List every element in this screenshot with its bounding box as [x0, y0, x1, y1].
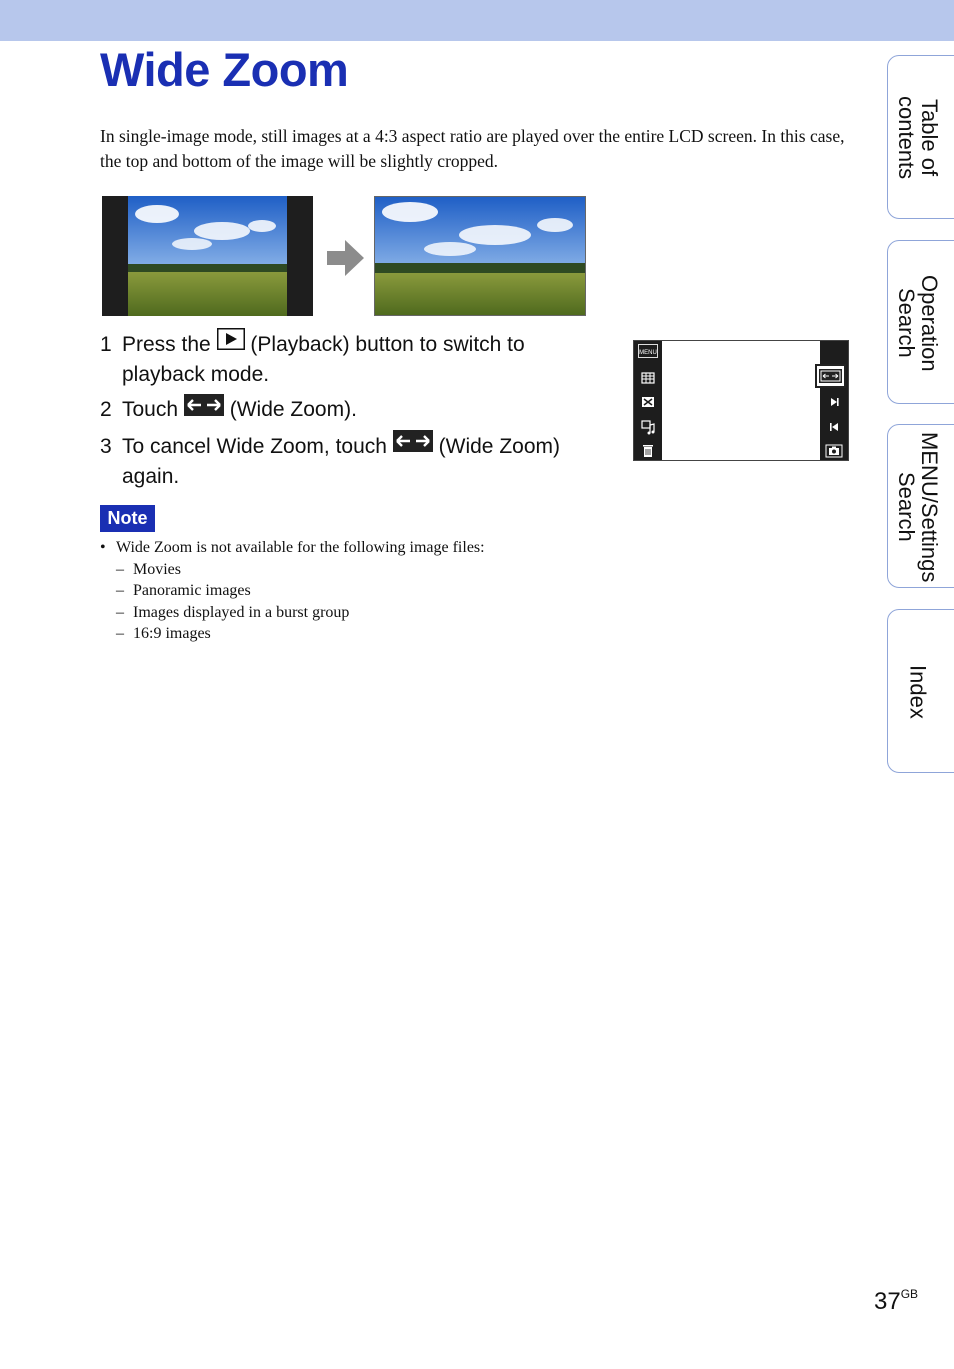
menu-icon [638, 344, 658, 360]
note-bullet: • Wide Zoom is not available for the following image files: [100, 539, 485, 556]
steps-list [100, 330, 610, 497]
note-item: – Images displayed in a burst group [116, 603, 350, 621]
previous-image-icon [824, 419, 844, 435]
step-1 [100, 330, 610, 389]
step-text: Press the [122, 333, 211, 356]
note-bullet-text: Wide Zoom is not available for the following image files: [116, 539, 485, 556]
page-number [874, 1288, 918, 1316]
note-item: – Movies [116, 560, 181, 578]
tab-operation-search[interactable] [887, 240, 954, 404]
music-slideshow-icon [638, 419, 658, 435]
lcd-left-panel [634, 341, 662, 460]
step-3 [100, 432, 610, 491]
wide-zoom-icon [393, 430, 433, 460]
lcd-right-panel [820, 341, 848, 460]
index-icon [638, 370, 658, 386]
tab-label: Index [905, 665, 931, 719]
step-text: (Wide Zoom). [229, 398, 357, 422]
page-number-suffix: GB [900, 1287, 919, 1301]
note-item-text: Panoramic images [133, 582, 251, 599]
note-item-text: Movies [133, 560, 181, 578]
note-item: – 16:9 images [116, 625, 211, 642]
step-text: (Wide Zoom) again. [122, 434, 560, 489]
step-text: To cancel Wide Zoom, touch [122, 434, 387, 458]
tab-label: Table of contents [894, 96, 942, 180]
delete-icon [638, 443, 658, 459]
arrow-right-icon [327, 240, 365, 276]
step-2 [100, 395, 610, 425]
header-band [0, 0, 954, 41]
note-item: – Panoramic images [116, 582, 251, 599]
slideshow-icon [638, 394, 658, 410]
step-number: 3 [100, 434, 112, 458]
menu-label: MENU [639, 350, 657, 356]
page-number-value: 37 [874, 1288, 901, 1315]
intro-paragraph: In single-image mode, still images at a 4:3 aspect ratio are played over the entire LCD screen. In this case, the top and bottom of the image will be slightly cropped. [100, 126, 845, 171]
photo-after-wide-zoom [374, 196, 586, 316]
tab-label: MENU/Settings Search [894, 431, 942, 583]
tab-label: Operation Search [894, 274, 942, 372]
page-title: Wide Zoom [100, 43, 349, 96]
note-badge: Note [100, 505, 155, 532]
playback-icon [217, 328, 245, 358]
wide-zoom-button-highlight [815, 364, 846, 388]
photo-before-wide-zoom [102, 196, 313, 316]
tab-table-of-contents[interactable] [887, 55, 954, 219]
wide-zoom-icon [184, 394, 224, 424]
camera-mode-icon [824, 443, 844, 459]
step-text: Touch [122, 398, 179, 422]
step-number: 1 [100, 333, 112, 356]
note-list [100, 537, 485, 645]
tab-menu-settings-search[interactable] [887, 424, 954, 588]
step-number: 2 [100, 398, 112, 422]
lcd-screen-illustration [633, 340, 849, 461]
note-item-text: Images displayed in a burst group [133, 603, 350, 621]
step-text: (Playback) button to switch to playback mode. [122, 333, 525, 387]
next-image-icon [824, 394, 844, 410]
note-item-text: 16:9 images [133, 625, 211, 642]
tab-index[interactable] [887, 609, 954, 773]
